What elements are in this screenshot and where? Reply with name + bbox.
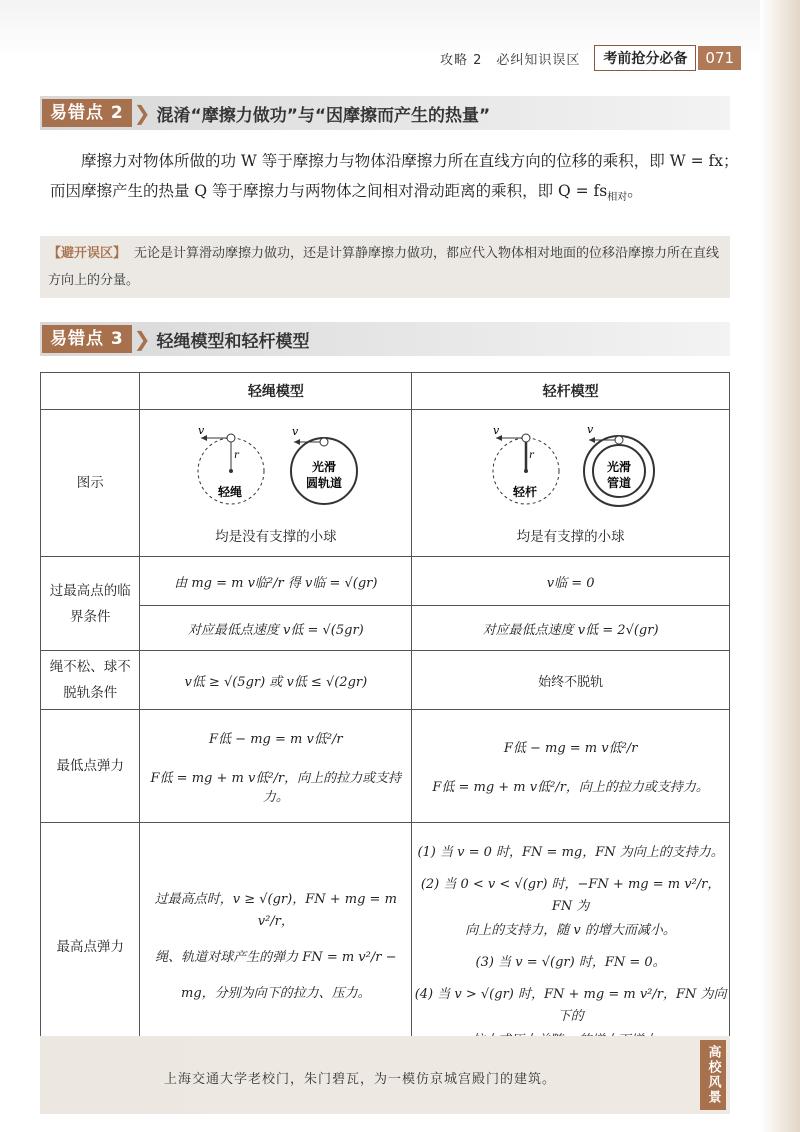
section-3-title: 轻绳模型和轻杆模型 [156,331,310,352]
rope-diagram-caption: 均是没有支撑的小球 [215,529,337,545]
rod-r-label: r [528,450,534,461]
rod-highest-case-2: (2) 当 0 < v < √(gr) 时，−FN + mg = m v²/r，FN 为 [420,877,721,914]
rope-highest-line: 绳、轨道对球产生的弹力 FN = m v²/r − [155,950,397,965]
corner-cell [41,373,140,410]
paragraph-subscript: 相对 [607,192,628,204]
table-row [41,557,730,606]
rod-highest-case-2-cont: 向上的支持力，随 v 的增大而减小。 [465,923,676,938]
pipe-label-1: 光滑 [606,460,631,474]
track-ball [320,438,328,446]
rope-r-label: r [233,450,239,461]
row-label-lowest: 最低点弹力 [41,710,140,823]
section-3-tag: 易错点 3 [42,325,132,353]
rope-diagram-cell [140,410,412,557]
section-2-paragraph [50,146,740,213]
rope-left-label: 轻绳 [217,485,242,499]
rope-critical-2: 对应最低点速度 v低 = √(5gr) [140,606,412,651]
rope-highest-line: 过最高点时，v ≥ √(gr)，FN + mg = m v²/r， [154,892,397,929]
rod-highest-case-3: (3) 当 v = √(gr) 时，FN = 0。 [475,955,666,970]
track-label-1: 光滑 [311,460,336,474]
row-label-no-slack: 绳不松、球不脱轨条件 [41,651,140,710]
footer-caption: 上海交通大学老校门，朱门碧瓦，为一模仿京城宫殿门的建筑。 [163,1072,556,1087]
note-text: 无论是计算滑动摩擦力做功，还是计算静摩擦力做功，都应代入物体相对地面的位移沿摩擦力所在直线方向上的分量。 [48,246,720,288]
rod-model-diagram [471,421,671,517]
track-v-label: v [291,425,299,438]
rod-ball [522,434,530,442]
track-label-2: 圆轨道 [305,476,342,490]
rod-no-slack: 始终不脱轨 [412,651,730,710]
page-edge-shade [760,0,800,1132]
row-label-highest: 最高点弹力 [41,823,140,1072]
rope-highest-line: mg，分别为向下的拉力、压力。 [181,986,371,1001]
table-row [41,606,730,651]
footer-band [40,1036,730,1114]
rope-lowest-1: F低 − mg = m v低²/r [209,731,343,747]
arrow-head-icon [589,437,595,443]
rod-diagram-caption: 均是有支撑的小球 [516,529,625,545]
rope-no-slack: v低 ≥ √(5gr) 或 v低 ≤ √(2gr) [140,651,412,710]
running-header [440,45,741,71]
pipe-label-2: 管道 [606,476,631,490]
rod-critical-1: v临 = 0 [412,557,730,606]
column-header-rope: 轻绳模型 [140,373,412,410]
comparison-table [40,372,730,1072]
rod-lowest-2: F低 = mg + m v低²/r，向上的拉力或支持力。 [432,780,709,795]
table-row [41,710,730,823]
rod-v-label: v [492,424,499,437]
avoid-mistake-note [40,236,730,298]
row-label-diagram: 图示 [41,410,140,557]
section-2-title: 混淆“摩擦力做功”与“因摩擦而产生的热量” [156,105,491,126]
rod-diagram-cell [412,410,730,557]
table-row [41,823,730,1072]
rod-left-label: 轻杆 [512,485,537,499]
rod-highest-cell [412,823,730,1072]
paragraph-end: 。 [627,182,643,200]
section-2-bar [40,96,730,130]
rope-v-label: v [197,424,205,437]
paragraph-main: 摩擦力对物体所做的功 W 等于摩擦力与物体沿摩擦力所在直线方向的位移的乘积，即 W = fx；而因摩擦产生的热量 Q 等于摩擦力与两物体之间相对滑动距离的乘积，即 Q = fs [50,152,739,200]
rope-critical-1: 由 mg = m v临²/r 得 v临 = √(gr) [140,557,412,606]
table-row [41,651,730,710]
section-2-tag: 易错点 2 [42,99,132,127]
rod-lowest-1: F低 − mg = m v低²/r [503,741,638,756]
row-label-critical: 过最高点的临界条件 [41,557,140,651]
rod-lowest-cell [412,710,730,823]
rope-lowest-cell [140,710,412,823]
rod-highest-case-1: (1) 当 v = 0 时，FN = mg，FN 为向上的支持力。 [417,845,724,860]
chevron-right-icon: ❯ [133,101,151,125]
footer-side-tag: 高校风景 [700,1040,726,1110]
chevron-right-icon: ❯ [133,327,151,351]
rod-critical-2: 对应最低点速度 v低 = 2√(gr) [412,606,730,651]
table-header-row [41,373,730,410]
page-number: 071 [698,46,741,70]
note-label: 【避开误区】 [48,246,127,261]
header-breadcrumb: 攻略 2 必纠知识误区 [440,52,581,68]
arrow-head-icon [294,439,300,445]
section-3-bar [40,322,730,356]
header-brand: 考前抢分必备 [594,45,696,71]
rope-model-diagram [176,421,376,517]
rope-ball [227,434,235,442]
pipe-ball [615,436,623,444]
column-header-rod: 轻杆模型 [412,373,730,410]
rod-highest-case-4: (4) 当 v > √(gr) 时，FN + mg = m v²/r，FN 为向下的 [414,987,727,1024]
table-row [41,410,730,557]
rope-highest-cell [140,823,412,1072]
rope-lowest-2: F低 = mg + m v低²/r，向上的拉力或支持力。 [150,770,402,805]
pipe-v-label: v [586,423,593,436]
